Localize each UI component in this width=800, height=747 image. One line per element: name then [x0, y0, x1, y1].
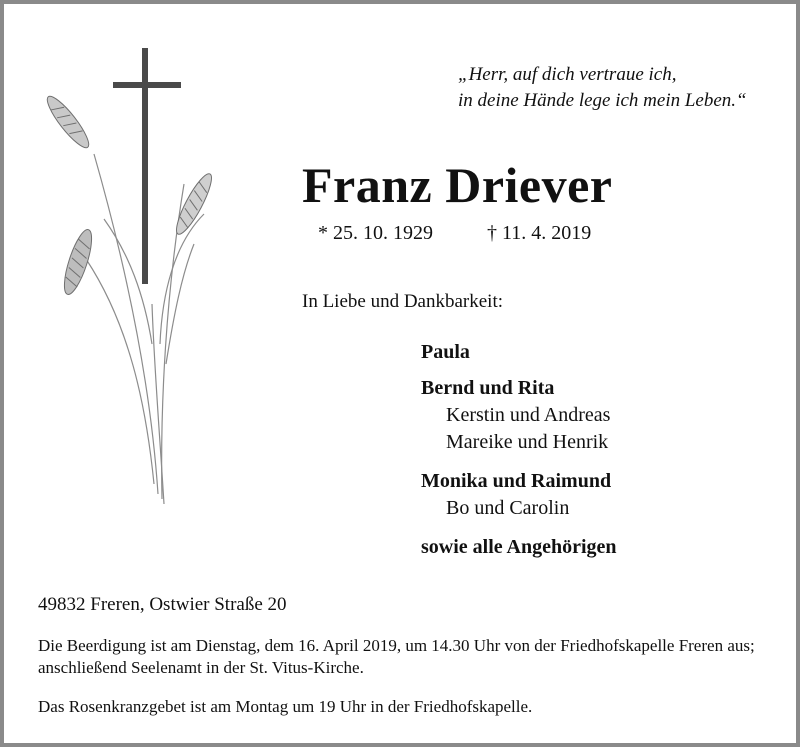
mourner-group	[421, 338, 470, 366]
mourner-subname: Kerstin und Andreas	[446, 404, 611, 426]
address: 49832 Freren, Ostwier Straße 20	[38, 594, 287, 615]
mourner-group	[421, 467, 611, 522]
mourner-name: Bernd und Rita	[421, 377, 555, 399]
wheat-ear-right	[171, 170, 217, 238]
quote-line-1: „Herr, auf dich vertraue ich,	[458, 64, 677, 85]
deceased-name: Franz Driever	[302, 157, 613, 213]
quote-line-2: in deine Hände lege ich mein Leben.“	[458, 90, 747, 111]
cross-and-wheat-illustration	[34, 44, 224, 504]
mourner-group	[421, 533, 617, 561]
mourner-group	[421, 374, 610, 456]
birth-date: * 25. 10. 1929	[318, 222, 433, 244]
funeral-notice: Die Beerdigung ist am Dienstag, dem 16. April 2019, um 14.30 Uhr von der Friedhofskapelle Freren aus; anschließend Seelenamt in der St. Vitus-Kirche.	[38, 636, 755, 677]
mourner-subname: Mareike und Henrik	[446, 431, 609, 453]
mourner-subname: Bo und Carolin	[446, 497, 570, 519]
thanks-line: In Liebe und Dankbarkeit:	[302, 291, 504, 312]
wheat-ear-left-top	[42, 92, 94, 152]
rosary-notice: Das Rosenkranzgebet ist am Montag um 19 Uhr in der Friedhofskapelle.	[38, 697, 533, 716]
mourner-name: Monika und Raimund	[421, 470, 612, 492]
bible-quote	[458, 62, 747, 114]
mourner-name: sowie alle Angehörigen	[421, 536, 617, 558]
cross-icon	[113, 48, 181, 284]
mourner-name: Paula	[421, 341, 470, 363]
death-date: † 11. 4. 2019	[487, 222, 592, 244]
wheat-ear-left-bottom	[59, 227, 97, 297]
